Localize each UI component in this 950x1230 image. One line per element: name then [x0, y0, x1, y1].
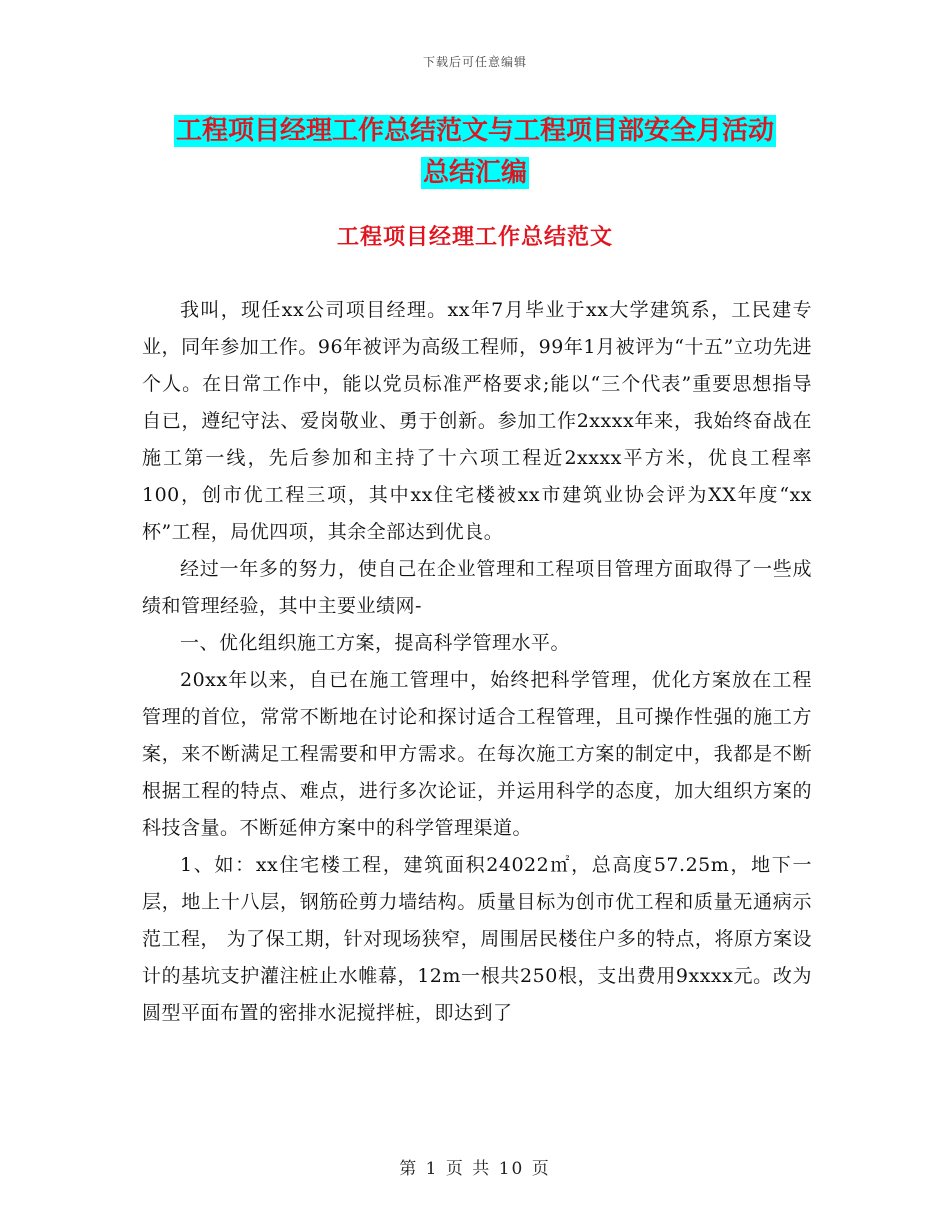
paragraph: 20xx年以来，自已在施工管理中，始终把科学管理，优化方案放在工程管理的首位，常常不断地在讨论和探讨适合工程管理，且可操作性强的施工方案，来不断满足工程需要和甲方需求。在每次施工方案的制定中，我都是不断根据工程的特点、难点，进行多次论证，并运用科学的态度，加大组织方案的科技含量。不断延伸方案中的科学管理渠道。 — [142, 669, 812, 839]
paragraph: 经过一年多的努力，使自己在企业管理和工程项目管理方面取得了一些成绩和管理经验，其中主要业绩网- — [142, 558, 812, 617]
paragraph-heading: 一、优化组织施工方案，提高科学管理水平。 — [180, 632, 571, 654]
header-note: 下载后可任意编辑 — [422, 55, 527, 69]
document-title — [0, 110, 950, 194]
paragraph: 1、如：xx住宅楼工程，建筑面积24022㎡，总高度57.25m，地下一层，地上十八层，钢筋砼剪力墙结构。质量目标为创市优工程和质量无通病示范工程， 为了保工期，针对现场狭窄，周围居民楼住户多的特点，将原方案设计的基坑支护灌注桩止水帷幕，12m一根共250根，支出费用9xxxx元。改为圆型平面布置的密排水泥搅拌桩，即达到了 — [142, 854, 812, 1024]
document-title-line-2: 总结汇编 — [422, 158, 527, 188]
paragraph: 我叫，现任xx公司项目经理。xx年7月毕业于xx大学建筑系，工民建专业，同年参加工作。96年被评为高级工程师，99年1月被评为“十五”立功先进个人。在日常工作中，能以党员标准严格要求;能以“三个代表”重要思想指导自已，遵纪守法、爱岗敬业、勇于创新。参加工作2xxxx年来，我始终奋战在施工第一线，先后参加和主持了十六项工程近2xxxx平方米，优良工程率100，创市优工程三项，其中xx住宅楼被xx市建筑业协会评为XX年度“xx杯”工程，局优四项，其余全部达到优良。 — [142, 299, 812, 543]
body-text — [142, 292, 812, 1032]
section-title: 工程项目经理工作总结范文 — [336, 224, 613, 250]
document-title-line-1: 工程项目经理工作总结范文与工程项目部安全月活动 — [175, 116, 774, 146]
page-footer: 第 1 页 共 10 页 — [399, 1159, 551, 1179]
